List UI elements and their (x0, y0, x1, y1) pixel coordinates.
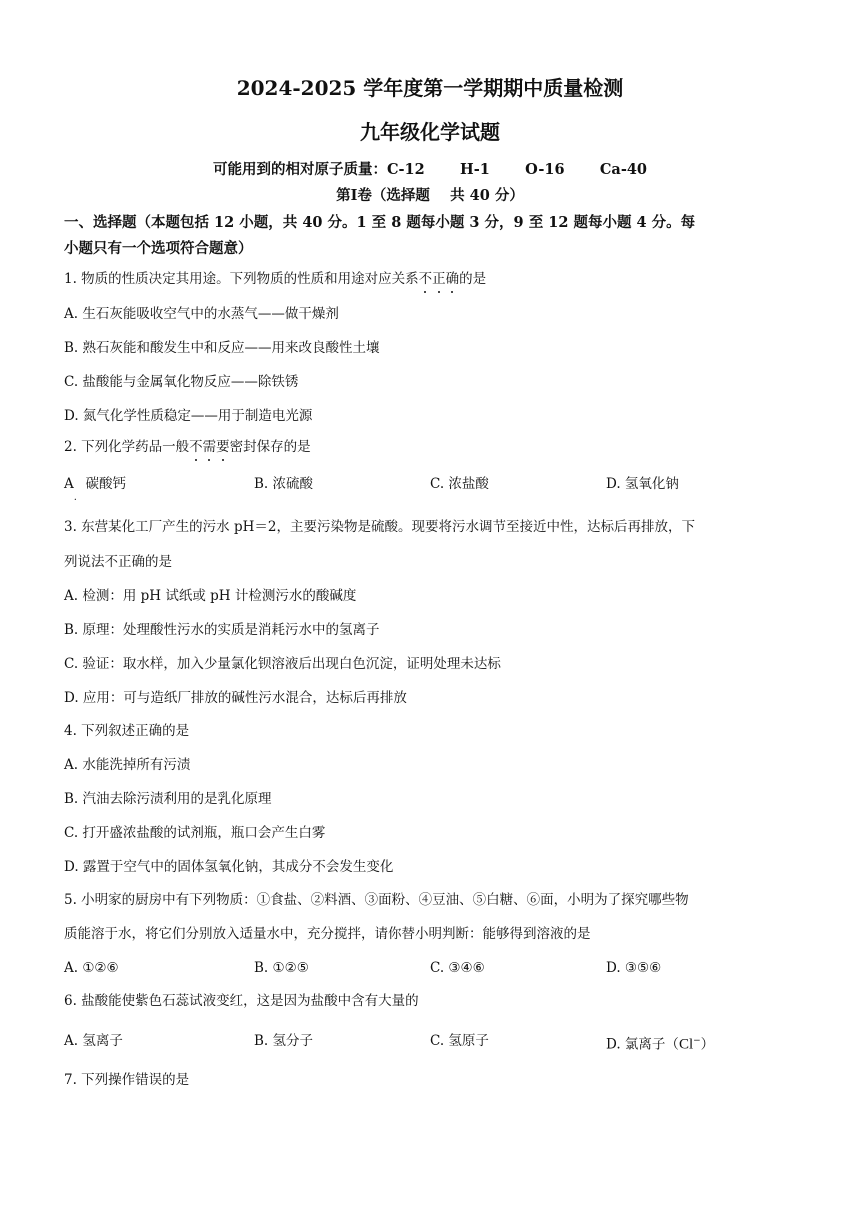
emphasis-char: 不 (189, 439, 203, 455)
question-5-option-b: B. ①②⑤ (254, 960, 309, 976)
emphasis-char: 需 (202, 439, 217, 455)
question-3-stem-line1: 3. 东营某化工厂产生的污水 pH＝2，主要污染物是硫酸。现要将污水调节至接近中性，达标后再排放，下 (64, 519, 695, 535)
question-3-stem-line2: 列说法不正确的是 (64, 554, 172, 570)
question-5-option-a: A. ①②⑥ (64, 960, 119, 976)
atomic-masses: 可能用到的相对原子质量：C-12 H-1 O-16 Ca-40 (212, 161, 648, 178)
question-5-stem-line2: 质能溶于水，将它们分别放入适量水中，充分搅拌，请你替小明判断：能够得到溶液的是 (64, 926, 591, 942)
question-6-option-c: C. 氢原子 (430, 1033, 489, 1049)
question-3-option-c: C. 验证：取水样，加入少量氯化钡溶液后出现白色沉淀，证明处理未达标 (64, 656, 501, 672)
chloride-formula: Cl (678, 1036, 694, 1053)
question-3-option-b: B. 原理：处理酸性污水的实质是消耗污水中的氢离子 (64, 622, 380, 638)
emphasis-char: 要 (216, 439, 230, 455)
question-2-option-d: D. 氢氧化钠 (606, 476, 679, 492)
question-5-option-d: D. ③⑤⑥ (606, 960, 662, 976)
question-7-stem: 7. 下列操作错误的是 (64, 1072, 190, 1088)
volume-heading: 第Ⅰ卷（选择题 共 40 分） (336, 187, 524, 204)
question-4-option-a: A. 水能洗掉所有污渍 (64, 757, 191, 773)
question-6-option-a: A. 氢离子 (64, 1033, 123, 1049)
question-5-option-c: C. ③④⑥ (430, 960, 485, 976)
emphasis-char: 正 (432, 271, 446, 287)
section-heading-line1: 一、选择题（本题包括 12 小题，共 40 分。1 至 8 题每小题 3 分，9 至 12 题每小题 4 分。每 (64, 214, 696, 231)
exam-subtitle: 九年级化学试题 (360, 120, 500, 144)
emphasis-char: 不 (418, 271, 433, 287)
exam-title: 2024-2025 学年度第一学期期中质量检测 (236, 76, 624, 100)
question-3-option-d: D. 应用：可与造纸厂排放的碱性污水混合，达标后再排放 (64, 690, 407, 706)
question-6-option-d: D. 氯离子（Cl−） (606, 1036, 715, 1053)
question-6-stem: 6. 盐酸能使紫色石蕊试液变红，这是因为盐酸中含有大量的 (64, 993, 419, 1009)
question-4-option-b: B. 汽油去除污渍利用的是乳化原理 (64, 791, 272, 807)
question-2-option-c: C. 浓盐酸 (430, 476, 489, 492)
question-2-option-b: B. 浓硫酸 (254, 476, 314, 492)
question-1-option-b: B. 熟石灰能和酸发生中和反应——用来改良酸性土壤 (64, 340, 380, 356)
question-3-option-a: A. 检测：用 pH 试纸或 pH 计检测污水的酸碱度 (64, 588, 357, 604)
question-5-stem-line1: 5. 小明家的厨房中有下列物质：①食盐、②料酒、③面粉、④豆油、⑤白糖、⑥面，小明为了探究哪些物 (64, 892, 689, 908)
question-1-option-a: A. 生石灰能吸收空气中的水蒸气——做干燥剂 (64, 306, 339, 322)
question-1-stem: 1. 物质的性质决定其用途。下列物质的性质和用途对应关系不正确的是 (64, 271, 487, 287)
question-1-option-d: D. 氮气化学性质稳定——用于制造电光源 (64, 408, 313, 424)
emphasis-char: 确 (445, 271, 460, 287)
question-4-stem: 4. 下列叙述正确的是 (64, 723, 190, 739)
question-6-option-b: B. 氢分子 (254, 1033, 314, 1049)
section-heading-line2: 小题只有一个选项符合题意） (64, 240, 253, 257)
question-2-option-a: $A_.$ 碳酸钙 (64, 476, 127, 503)
question-4-option-d: D. 露置于空气中的固体氢氧化钠，其成分不会发生变化 (64, 859, 394, 875)
question-1-option-c: C. 盐酸能与金属氧化物反应——除铁锈 (64, 374, 299, 390)
question-4-option-c: C. 打开盛浓盐酸的试剂瓶，瓶口会产生白雾 (64, 825, 326, 841)
question-2-stem: 2. 下列化学药品一般不需要密封保存的是 (64, 439, 311, 455)
